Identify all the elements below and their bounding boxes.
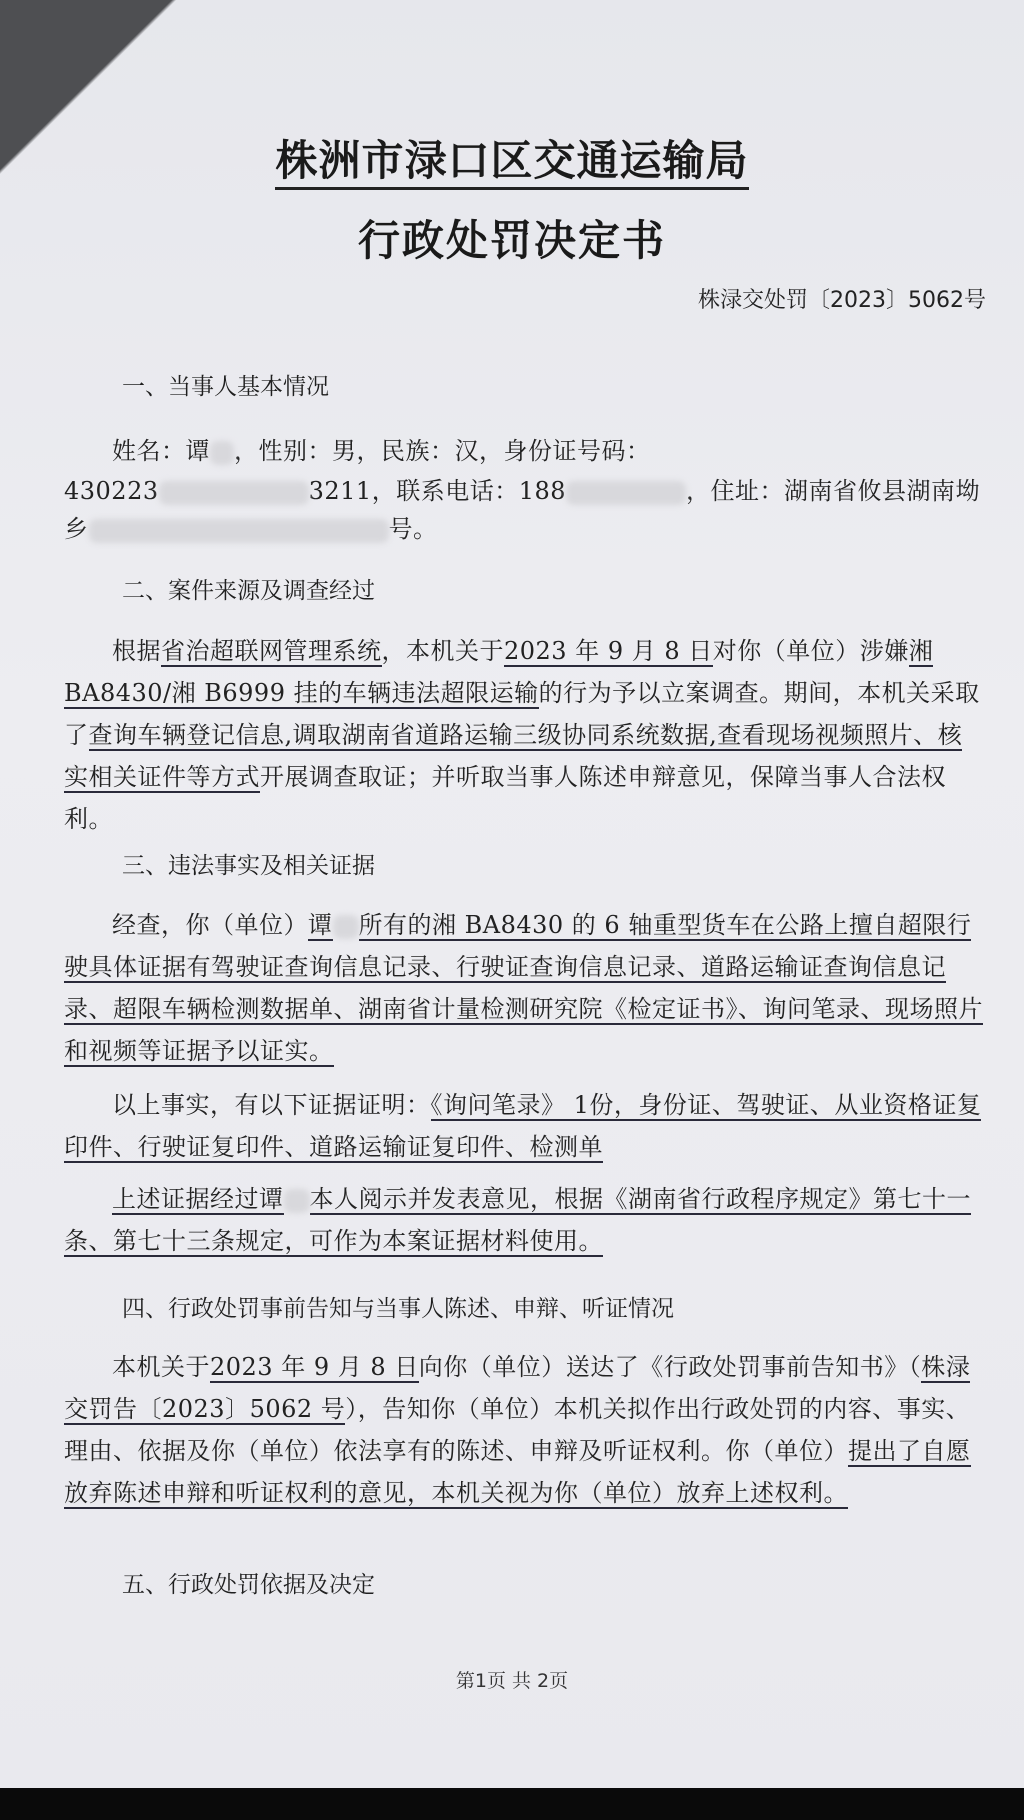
section4-heading: 四、行政处罚事前告知与当事人陈述、申辩、听证情况 [122, 1296, 674, 1322]
redaction [159, 481, 309, 505]
redaction [333, 915, 359, 939]
document-title-line1: 株洲市渌口区交通运输局 [0, 128, 1024, 188]
name-label: 姓名：谭 [112, 437, 210, 465]
notice-date: 2023 年 9 月 8 日 [210, 1353, 419, 1381]
id-prefix: 430223 [64, 477, 159, 505]
redaction [210, 441, 234, 465]
section3-paragraph1: 经查，你（单位）谭 所有的湘 BA8430 的 6 轴重型货车在公路上擅自超限行驶具体证据有驾驶证查询信息记录、行驶证查询信息记录、道路运输证查询信息记录、超限车辆检测数据单、湖南省计量检测研究院《检定证书》、询问笔录、现场照片和视频等证据予以证实。 [64, 911, 983, 1065]
address-label: ，住址：湖南省攸县湖南坳 [686, 477, 981, 505]
section1-line3 [64, 508, 984, 550]
document-number: 株渌交处罚〔2023〕5062号 [698, 288, 986, 313]
id-suffix-phone: 3211，联系电话：188 [308, 477, 567, 505]
section5-heading: 五、行政处罚依据及决定 [122, 1572, 375, 1598]
section4-paragraph: 本机关于2023 年 9 月 8 日向你（单位）送达了《行政处罚事前告知书》（株渌交罚告〔2023〕5062 号），告知你（单位）本机关拟作出行政处罚的内容、事实、理由、依据及你（单位）依法享有的陈述、申辩及听证权利。你（单位）提出了自愿放弃陈述申辩和听证权利的意见，本机关视为你（单位）放弃上述权利。 [64, 1353, 971, 1507]
section2-paragraph: 根据省治超联网管理系统，本机关于2023 年 9 月 8 日对你（单位）涉嫌湘 BA8430/湘 B6999 挂的车辆违法超限运输的行为予以立案调查。期间，本机关采取了查询车辆登记信息,调取湖南省道路运输三级协同系统数据,查看现场视频照片、核实相关证件等方式开展调查取证；并听取当事人陈述申辩意见，保障当事人合法权利。 [64, 637, 980, 833]
redaction [89, 519, 389, 543]
address-start: 乡 [64, 515, 89, 543]
section1-line2 [64, 470, 984, 512]
case-date: 2023 年 9 月 8 日 [504, 637, 713, 665]
page-footer: 第1页 共 2页 [455, 1670, 569, 1692]
section3-heading: 三、违法事实及相关证据 [122, 853, 375, 879]
section1-line1 [112, 430, 982, 472]
background-edge [0, 1788, 1024, 1820]
notice-number: 株渌交罚告〔2023〕5062 号 [64, 1353, 971, 1423]
redaction [566, 481, 686, 505]
waiver-statement: 提出了自愿放弃陈述申辩和听证权利的意见，本机关视为你（单位）放弃上述权利。 [64, 1437, 971, 1507]
vehicle-violation: 湘 BA8430/湘 B6999 挂的车辆违法超限运输 [64, 637, 934, 707]
section3-paragraph3: 上述证据经过谭 本人阅示并发表意见，根据《湖南省行政程序规定》第七十一条、第七十三条规定，可作为本案证据材料使用。 [64, 1185, 971, 1255]
evidence-list: 《询问笔录》 1份，身份证、驾驶证、从业资格证复印件、行驶证复印件、道路运输证复印件、检测单 [64, 1091, 982, 1161]
system-name: 省治超联网管理系统 [161, 637, 382, 665]
section3-paragraph2: 以上事实，有以下证据证明：《询问笔录》 1份，身份证、驾驶证、从业资格证复印件、行驶证复印件、道路运输证复印件、检测单 [64, 1091, 982, 1161]
redaction [284, 1189, 310, 1213]
gender-ethnicity-id-label: ，性别：男，民族：汉，身份证号码： [234, 437, 651, 465]
address-end: 号。 [388, 515, 438, 543]
section1-heading: 一、当事人基本情况 [122, 374, 329, 400]
document-title-line2: 行政处罚决定书 [357, 216, 666, 265]
violation-facts: 所有的湘 BA8430 的 6 轴重型货车在公路上擅自超限行驶具体证据有驾驶证查询信息记录、行驶证查询信息记录、道路运输证查询信息记录、超限车辆检测数据单、湖南省计量检测研究院《检定证书》、询问笔录、现场照片和视频等证据予以证实。 [64, 911, 983, 1065]
section2-heading: 二、案件来源及调查经过 [122, 578, 375, 604]
investigation-methods: 查询车辆登记信息,调取湖南省道路运输三级协同系统数据,查看现场视频照片、核实相关证件等方式 [64, 721, 963, 791]
evidence-review: 本人阅示并发表意见，根据《湖南省行政程序规定》第七十一条、第七十三条规定，可作为本案证据材料使用。 [64, 1185, 971, 1255]
